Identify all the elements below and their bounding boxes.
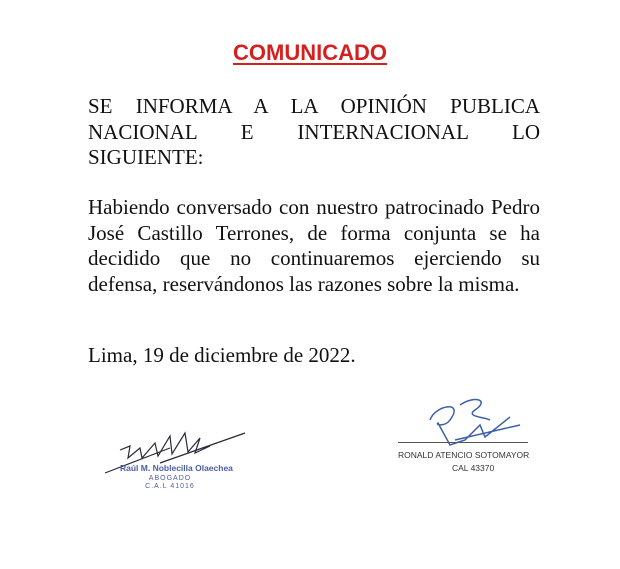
signer-registration: C.A.L 41016	[145, 483, 195, 490]
signature-block-atencio	[390, 395, 550, 475]
document-title: COMUNICADO	[233, 40, 387, 65]
signer-registration: CAL 43370	[452, 463, 495, 473]
signature-line	[398, 442, 528, 443]
signer-name: RONALD ATENCIO SOTOMAYOR	[398, 450, 530, 460]
handwritten-signature-icon	[390, 395, 550, 455]
signature-block-noblecilla	[100, 428, 260, 508]
date-line: Lima, 19 de diciembre de 2022.	[88, 343, 356, 367]
signer-name: Raúl M. Noblecilla Olaechea	[120, 463, 233, 473]
signer-role: ABOGADO	[148, 475, 192, 482]
body-paragraph: Habiendo conversado con nuestro patrocinado Pedro José Castillo Terrones, de forma conjunta se ha decidido que no continuaremos ejerciendo su defensa, reservándonos las razones sobre la misma.	[88, 195, 540, 296]
announcement-paragraph: SE INFORMA A LA OPINIÓN PUBLICA NACIONAL E INTERNACIONAL LO SIGUIENTE:	[88, 94, 540, 169]
